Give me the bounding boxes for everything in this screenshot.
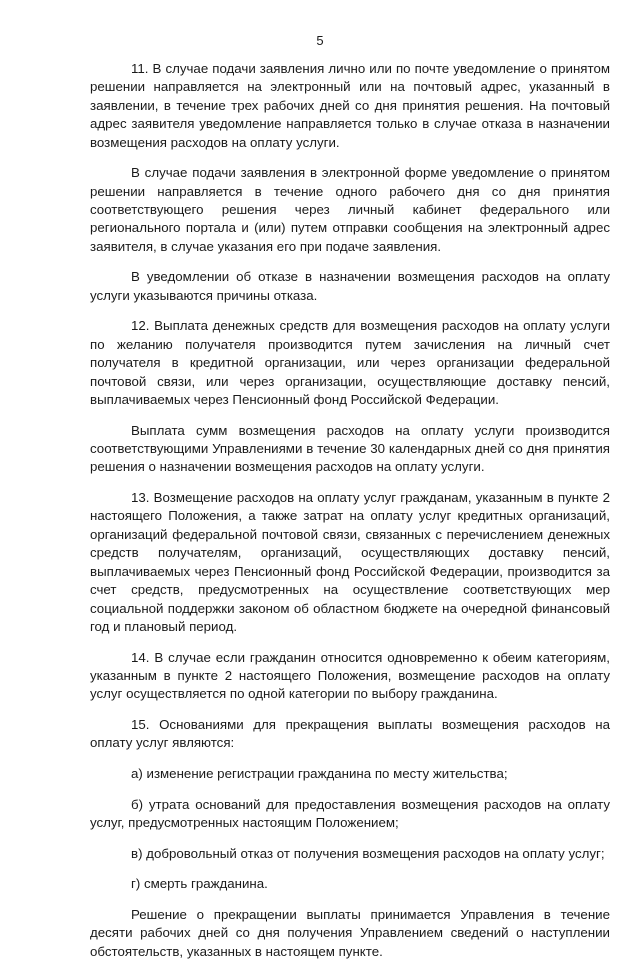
document-body <box>90 60 610 973</box>
list-item-a: а) изменение регистрации гражданина по месту жительства; <box>131 765 508 781</box>
page-number: 5 <box>316 33 324 48</box>
paragraph-electronic-notification: В случае подачи заявления в электронной форме уведомление о принятом решении направляется в течение одного рабочего дня со дня принятия соответствующего решения через личный кабинет федерального или регионального портала и (или) путем отправки сообщения на электронный адрес заявителя, в случае указания его при подаче заявления. <box>90 165 610 254</box>
list-item-b: б) утрата оснований для предоставления возмещения расходов на оплату услуг, предусмотренных настоящим Положением; <box>90 796 610 830</box>
paragraph-refusal-reasons: В уведомлении об отказе в назначении возмещения расходов на оплату услуги указываются причины отказа. <box>90 269 610 303</box>
paragraph-termination-decision: Решение о прекращении выплаты принимается Управления в течение десяти рабочих дней со дня получения Управлением сведений о наступлении обстоятельств, указанных в настоящем пункте. <box>90 906 610 959</box>
paragraph-12-payment-method: 12. Выплата денежных средств для возмещения расходов на оплату услуги по желанию получателя производится путем зачисления на личный счет получателя в кредитной организации, или через организации федеральной почтовой связи, или через организации, осуществляющие доставку пенсий, выплачиваемых через Пенсионный фонд Российской Федерации. <box>90 318 610 408</box>
paragraph-payment-term: Выплата сумм возмещения расходов на оплату услуги производится соответствующими Управлениями в течение 30 календарных дней со дня принятия решения о назначении возмещения расходов на оплату услуги. <box>90 422 610 475</box>
paragraph-11-mail-notification: 11. В случае подачи заявления лично или по почте уведомление о принятом решении направляется на электронный или на почтовый адрес, указанный в заявлении, в течение трех рабочих дней со дня принятия решения. На почтовый адрес заявителя уведомление направляется только в случае отказа в назначении возмещения расходов на оплату услуги. <box>90 61 610 150</box>
paragraph-15-termination-grounds: 15. Основаниями для прекращения выплаты возмещения расходов на оплату услуг являются: <box>90 716 610 751</box>
paragraph-14-both-categories: 14. В случае если гражданин относится одновременно к обеим категориям, указанным в пункте 2 настоящего Положения, возмещение расходов на оплату услуг осуществляется по одной категории по выбору гражданина. <box>90 649 610 702</box>
paragraph-13-funding: 13. Возмещение расходов на оплату услуг гражданам, указанным в пункте 2 настоящего Положения, а также затрат на оплату услуг кредитных организаций, организаций федеральной почтовой связи, связанных с перечислением денежных средств получателям, организаций, осуществляющих доставку пенсий, выплачиваемых через Пенсионный фонд Российской Федерации, производится за счет средств, предусмотренных на осуществление соответствующих мер социальной поддержки законом об областном бюджете на очередной финансовый год и плановый период. <box>90 490 610 634</box>
list-item-g: г) смерть гражданина. <box>131 876 268 892</box>
list-item-v: в) добровольный отказ от получения возмещения расходов на оплату услуг; <box>131 845 605 861</box>
